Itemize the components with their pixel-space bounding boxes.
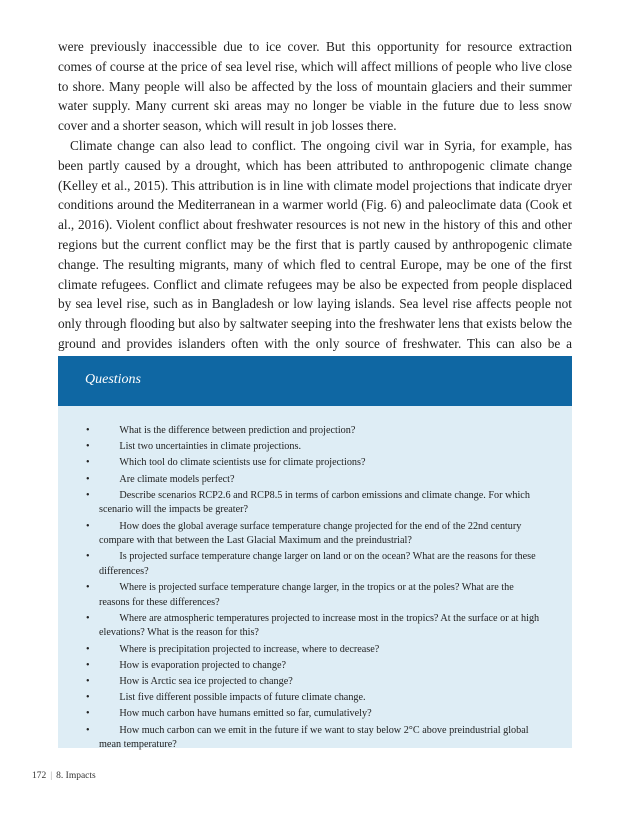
questions-list xyxy=(86,424,546,754)
bullet-icon: • xyxy=(86,425,90,436)
question-item xyxy=(86,440,546,455)
question-text: Where is projected surface temperature change larger, in the tropics or at the poles? What are the reasons for these differences? xyxy=(99,582,514,608)
bullet-icon: • xyxy=(86,520,90,532)
question-text: Describe scenarios RCP2.6 and RCP8.5 in terms of carbon emissions and climate change. For which scenario will the impacts be greater? xyxy=(99,489,530,516)
question-item xyxy=(86,473,546,488)
bullet-icon: • xyxy=(86,724,90,736)
question-item xyxy=(86,724,546,753)
question-item xyxy=(86,581,546,610)
questions-header xyxy=(58,356,572,406)
bullet-icon: • xyxy=(86,473,90,485)
question-item xyxy=(86,691,546,706)
question-item xyxy=(86,659,546,674)
question-text: What is the difference between prediction and projection? xyxy=(119,425,356,436)
question-text: Where are atmospheric temperatures projected to increase most in the tropics? At the surface or at high elevations? What is the reason for this? xyxy=(99,612,540,639)
questions-title: Questions xyxy=(85,372,141,387)
bullet-icon: • xyxy=(86,692,90,704)
question-text: How much carbon can we emit in the future if we want to stay below 2°C above preindustrial global mean temperature? xyxy=(99,724,529,751)
bullet-icon: • xyxy=(86,441,90,453)
question-item xyxy=(86,612,546,641)
question-item xyxy=(86,520,546,549)
question-item xyxy=(86,550,546,579)
bullet-icon: • xyxy=(86,708,90,720)
question-text: How is Arctic sea ice projected to change? xyxy=(119,676,293,688)
paragraph-1: were previously inaccessible due to ice cover. But this opportunity for resource extraction comes of course at the price of sea level rise, which will affect millions of people who live close to shore. Many people will also be affected by the loss of mountain glaciers and their summer water supply. Many current ski areas may no longer be viable in the future due to less snow cover and a shorter season, which will result in job losses there. xyxy=(58,39,572,134)
body-text xyxy=(58,37,572,374)
question-text: Are climate models perfect? xyxy=(119,473,235,485)
questions-box xyxy=(58,356,572,751)
bullet-icon: • xyxy=(86,659,90,671)
page-number: 172 xyxy=(32,771,47,781)
question-text: List two uncertainties in climate projections. xyxy=(119,441,302,453)
question-text: Is projected surface temperature change larger on land or on the ocean? What are the reasons for these differences? xyxy=(99,551,536,577)
bullet-icon: • xyxy=(86,489,90,501)
question-item xyxy=(86,489,546,518)
bullet-icon: • xyxy=(86,551,90,563)
footer-separator: | xyxy=(50,771,53,781)
question-text: Where is precipitation projected to increase, where to decrease? xyxy=(119,643,380,655)
page-footer xyxy=(32,771,96,781)
bullet-icon: • xyxy=(86,612,90,624)
question-item xyxy=(86,675,546,690)
question-text: How is evaporation projected to change? xyxy=(119,659,286,671)
question-text: Which tool do climate scientists use for climate projections? xyxy=(119,457,366,469)
bullet-icon: • xyxy=(86,643,90,655)
bullet-icon: • xyxy=(86,676,90,688)
question-item xyxy=(86,456,546,471)
paragraph-2: Climate change can also lead to conflict. The ongoing civil war in Syria, for example, has been partly caused by a drought, which has been attributed to anthropogenic climate change (Kelley et al., 2015). This attribution is in line with climate model projections that indicate dryer conditions around the Mediterranean in a warmer world (Fig. 6) and paleoclimate data (Cook et al., 2016). Violent conflict about freshwater resources is not new in the history of this and other regions but the current conflict may be the first that is partly caused by anthropogenic climate change. The resulting migrants, many of which fled to central Europe, may be one of the first climate refugees. Conflict and climate refugees may be also be expected from people displaced by sea level rise, such as in Bangladesh or low laying islands. Sea level rise affects people not only through flooding but also by saltwater seeping into the freshwater lens that exists below the ground and provides islanders often with the only source of freshwater. This can also be a xyxy=(58,137,572,351)
question-item xyxy=(86,424,546,439)
question-text: How does the global average surface temperature change projected for the end of the 22nd century compare with that between the Last Glacial Maximum and the preindustrial? xyxy=(99,520,522,547)
question-item xyxy=(86,643,546,658)
question-text: How much carbon have humans emitted so far, cumulatively? xyxy=(119,708,372,720)
chapter-title: 8. Impacts xyxy=(56,771,96,781)
question-text: List five different possible impacts of future climate change. xyxy=(119,692,366,704)
question-item xyxy=(86,707,546,722)
bullet-icon: • xyxy=(86,582,90,594)
bullet-icon: • xyxy=(86,457,90,469)
